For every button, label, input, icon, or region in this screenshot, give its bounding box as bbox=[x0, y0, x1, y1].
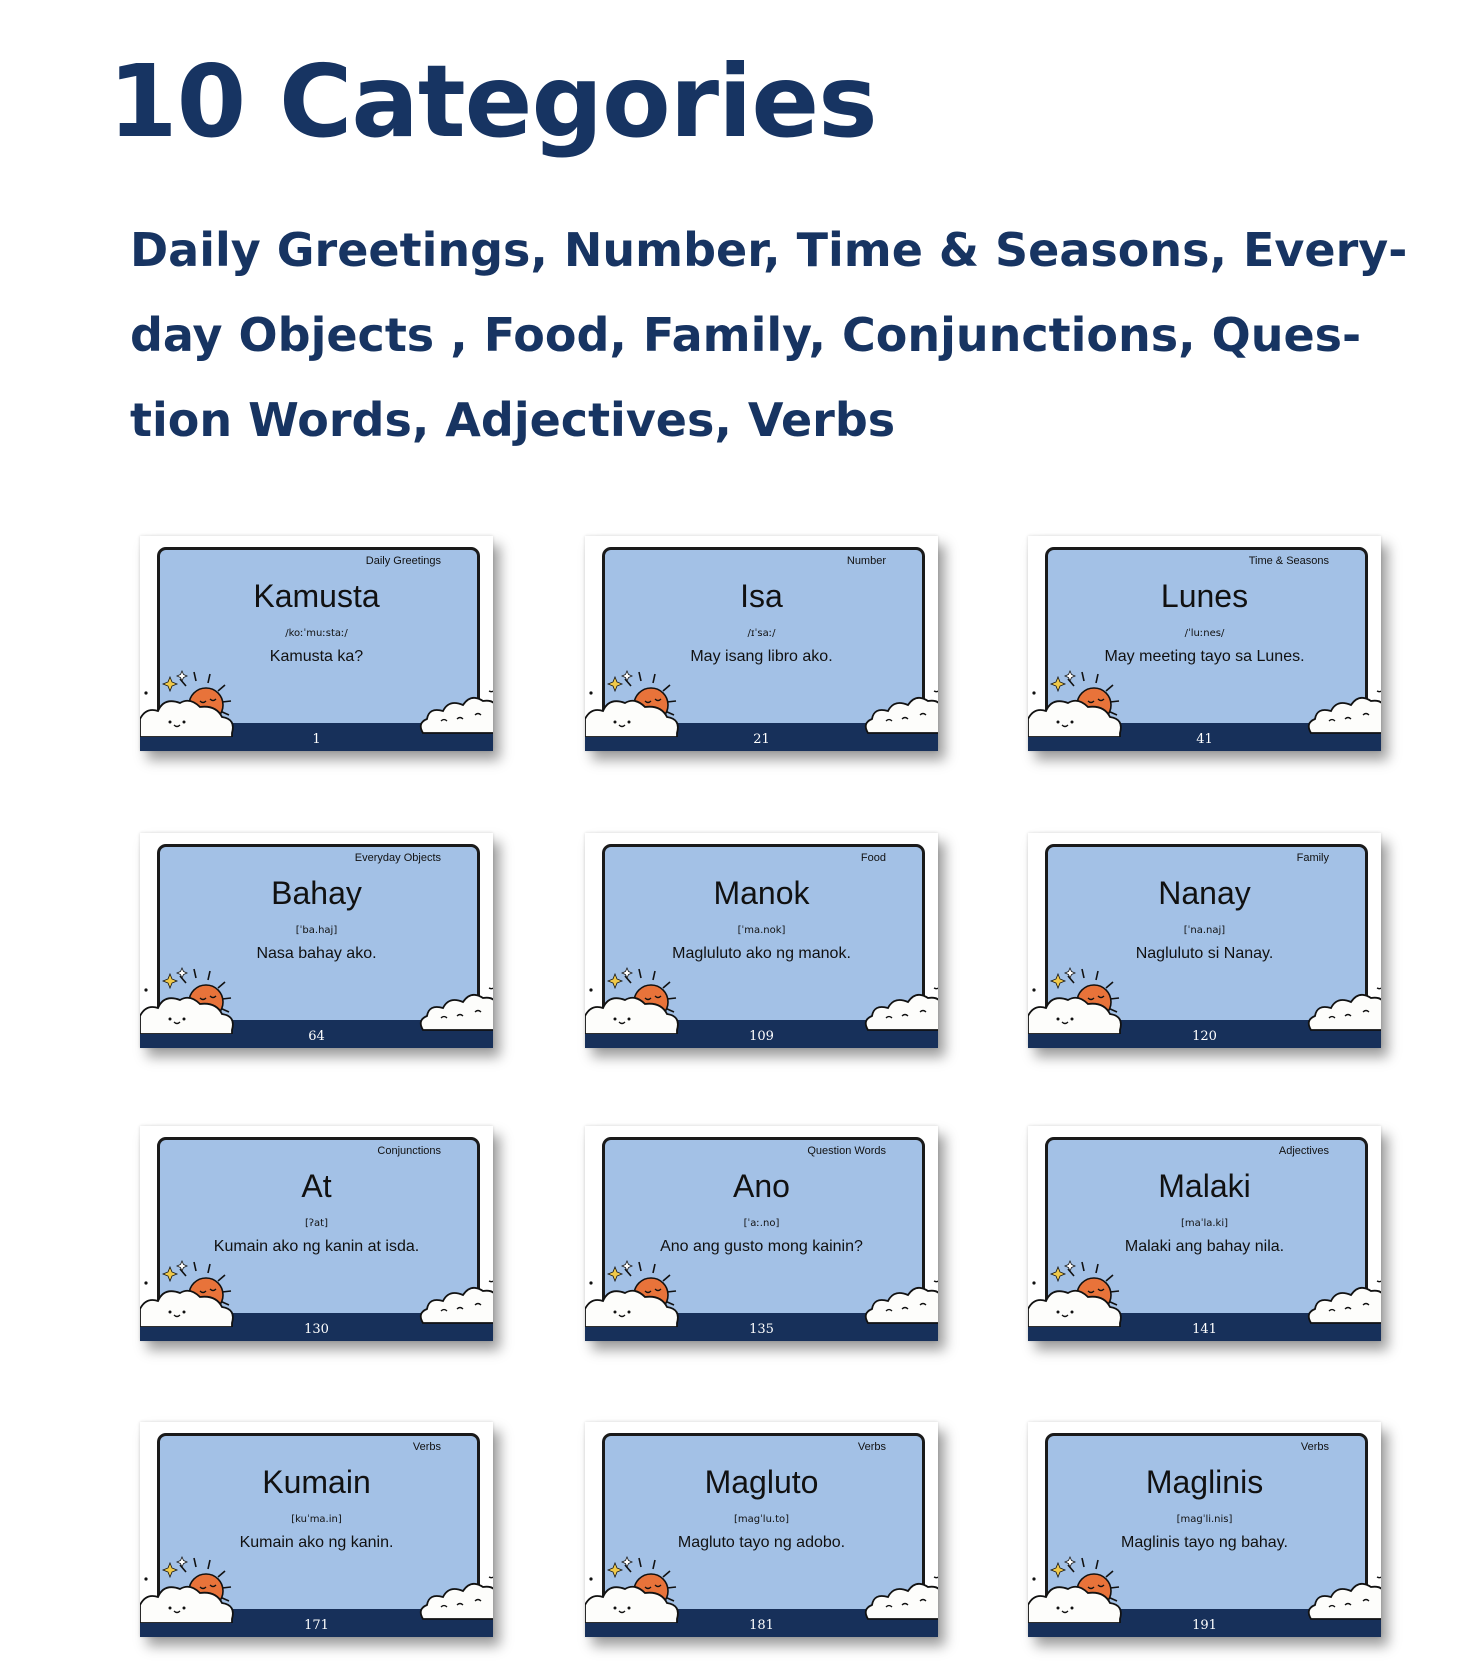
category-list-line: tion Words, Adjectives, Verbs bbox=[130, 393, 896, 447]
card-example-sentence: Malaki ang bahay nila. bbox=[1124, 1238, 1285, 1255]
card-category: Verbs bbox=[1300, 1441, 1329, 1453]
cloud-icon bbox=[1305, 982, 1381, 1032]
card-pronunciation: /ˈluːnes/ bbox=[1184, 628, 1225, 639]
cloud-icon bbox=[1305, 1571, 1381, 1621]
card-pronunciation: [kuˈma.in] bbox=[291, 1514, 342, 1525]
flashcard bbox=[1028, 833, 1381, 1048]
card-number: 64 bbox=[308, 1029, 325, 1044]
flashcard bbox=[1028, 1126, 1381, 1341]
card-word: Isa bbox=[740, 578, 783, 614]
card-number: 120 bbox=[1192, 1029, 1217, 1044]
sun-cloud-icon bbox=[1028, 1257, 1138, 1327]
sun-cloud-icon bbox=[585, 1553, 695, 1623]
sun-cloud-icon bbox=[1028, 667, 1138, 737]
card-example-sentence: Magluto tayo ng adobo. bbox=[677, 1534, 846, 1551]
sun-cloud-icon bbox=[140, 1553, 250, 1623]
card-number: 21 bbox=[753, 732, 770, 747]
card-word: Kumain bbox=[262, 1464, 371, 1500]
card-category: Number bbox=[846, 555, 886, 567]
card-example-sentence: May meeting tayo sa Lunes. bbox=[1104, 648, 1305, 665]
card-word: Ano bbox=[733, 1168, 790, 1204]
card-category: Adjectives bbox=[1278, 1145, 1329, 1157]
sun-cloud-icon bbox=[1028, 964, 1138, 1034]
card-pronunciation: [maˈla.ki] bbox=[1180, 1218, 1229, 1229]
cloud-icon bbox=[862, 982, 938, 1032]
sun-cloud-icon bbox=[585, 667, 695, 737]
card-category: Family bbox=[1296, 852, 1329, 864]
card-number: 1 bbox=[312, 732, 321, 747]
card-word: Bahay bbox=[271, 875, 362, 911]
card-number: 171 bbox=[304, 1618, 329, 1633]
flashcard bbox=[140, 536, 493, 751]
card-pronunciation: /koːˈmuːstaː/ bbox=[285, 628, 348, 639]
card-category: Conjunctions bbox=[377, 1145, 441, 1157]
card-number: 130 bbox=[304, 1322, 329, 1337]
sun-cloud-icon bbox=[140, 964, 250, 1034]
flashcard bbox=[1028, 1422, 1381, 1637]
cloud-icon bbox=[417, 982, 493, 1032]
cloud-icon bbox=[417, 685, 493, 735]
flashcard bbox=[1028, 536, 1381, 751]
card-example-sentence: Maglinis tayo ng bahay. bbox=[1121, 1534, 1288, 1551]
card-word: Magluto bbox=[704, 1464, 819, 1500]
card-example-sentence: Magluluto ako ng manok. bbox=[672, 945, 851, 962]
card-pronunciation: [ˈna.naj] bbox=[1183, 925, 1226, 936]
card-category: Food bbox=[860, 852, 886, 864]
card-number: 141 bbox=[1192, 1322, 1217, 1337]
card-category: Everyday Objects bbox=[354, 852, 441, 864]
sun-cloud-icon bbox=[585, 1257, 695, 1327]
sun-cloud-icon bbox=[140, 1257, 250, 1327]
card-example-sentence: Kumain ako ng kanin. bbox=[239, 1534, 394, 1551]
card-pronunciation: [magˈli.nis] bbox=[1176, 1514, 1233, 1525]
card-category: Verbs bbox=[412, 1441, 441, 1453]
card-example-sentence: Nasa bahay ako. bbox=[256, 945, 377, 962]
flashcard bbox=[585, 1126, 938, 1341]
cloud-icon bbox=[1305, 1275, 1381, 1325]
category-list-line: Daily Greetings, Number, Time & Seasons, Every- bbox=[130, 223, 1408, 277]
cloud-icon bbox=[417, 1275, 493, 1325]
cloud-icon bbox=[862, 1275, 938, 1325]
card-word: Maglinis bbox=[1145, 1464, 1264, 1500]
card-number: 191 bbox=[1192, 1618, 1217, 1633]
cloud-icon bbox=[862, 685, 938, 735]
card-pronunciation: [ˈba.haj] bbox=[295, 925, 338, 936]
card-category: Time & Seasons bbox=[1248, 555, 1329, 567]
card-word: Manok bbox=[713, 875, 810, 911]
card-word: Lunes bbox=[1160, 578, 1249, 614]
sun-cloud-icon bbox=[1028, 1553, 1138, 1623]
flashcard bbox=[585, 536, 938, 751]
flashcard bbox=[140, 1126, 493, 1341]
sun-cloud-icon bbox=[140, 667, 250, 737]
card-category: Verbs bbox=[857, 1441, 886, 1453]
card-word: Malaki bbox=[1158, 1168, 1251, 1204]
card-pronunciation: [ˈma.nok] bbox=[737, 925, 786, 936]
card-word: Nanay bbox=[1158, 875, 1251, 911]
flashcard bbox=[585, 833, 938, 1048]
card-pronunciation: /ɪˈsaː/ bbox=[747, 628, 776, 639]
page-title: 10 Categories bbox=[108, 43, 877, 160]
card-example-sentence: May isang libro ako. bbox=[690, 648, 833, 665]
card-example-sentence: Ano ang gusto mong kainin? bbox=[660, 1238, 863, 1255]
category-list-line: day Objects , Food, Family, Conjunctions, Ques- bbox=[130, 308, 1362, 362]
card-example-sentence: Kumain ako ng kanin at isda. bbox=[213, 1238, 420, 1255]
card-example-sentence: Kamusta ka? bbox=[269, 648, 364, 665]
card-category: Question Words bbox=[807, 1145, 886, 1157]
flashcard bbox=[585, 1422, 938, 1637]
sun-cloud-icon bbox=[585, 964, 695, 1034]
card-pronunciation: [ʔat] bbox=[305, 1218, 328, 1229]
card-number: 41 bbox=[1196, 732, 1213, 747]
card-category: Daily Greetings bbox=[365, 555, 441, 567]
card-pronunciation: [magˈlu.to] bbox=[733, 1514, 790, 1525]
card-example-sentence: Nagluluto si Nanay. bbox=[1135, 945, 1274, 962]
card-word: At bbox=[301, 1168, 332, 1204]
card-number: 135 bbox=[749, 1322, 774, 1337]
card-number: 109 bbox=[749, 1029, 774, 1044]
card-word: Kamusta bbox=[253, 578, 380, 614]
cloud-icon bbox=[1305, 685, 1381, 735]
flashcard bbox=[140, 1422, 493, 1637]
cloud-icon bbox=[862, 1571, 938, 1621]
flashcard bbox=[140, 833, 493, 1048]
cloud-icon bbox=[417, 1571, 493, 1621]
card-number: 181 bbox=[749, 1618, 774, 1633]
card-pronunciation: [ˈaː.no] bbox=[743, 1218, 780, 1229]
